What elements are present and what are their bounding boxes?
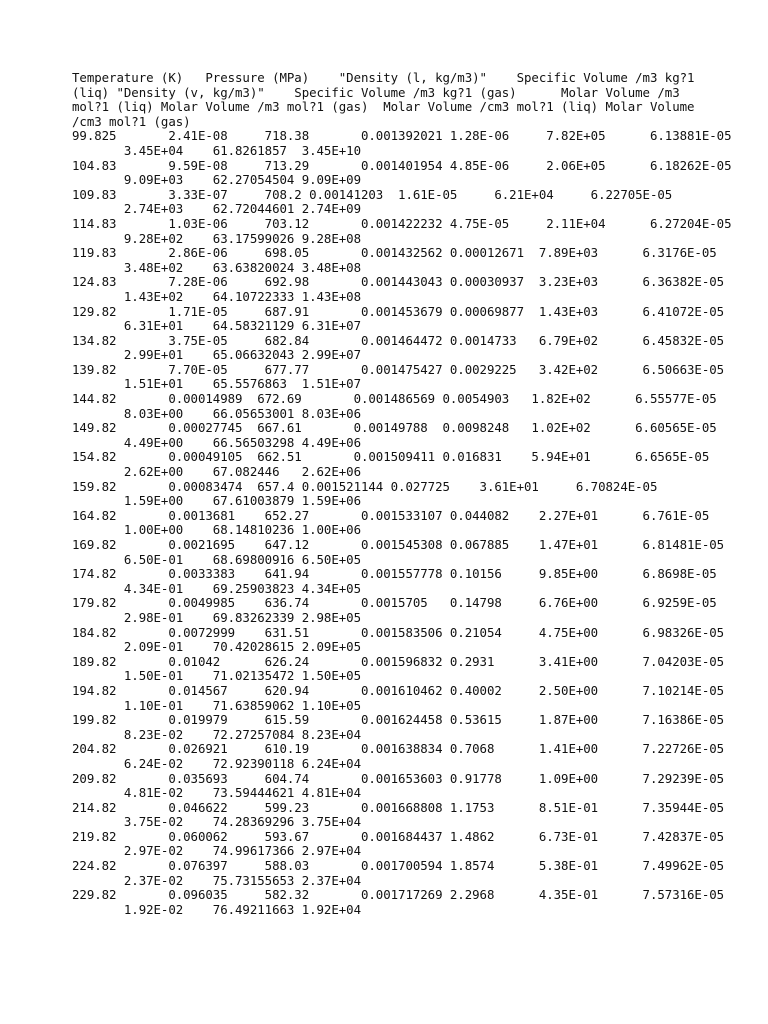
text-line: 214.82 0.046622 599.23 0.001668808 1.1753 8.51E-01 7.35944E-05 <box>72 799 725 815</box>
text-line: 144.82 0.00014989 672.69 0.001486569 0.0054903 1.82E+02 6.55577E-05 <box>72 391 717 407</box>
text-line: 2.62E+00 67.082446 2.62E+06 <box>72 464 361 480</box>
text-line: 3.75E-02 74.28369296 3.75E+04 <box>72 814 361 830</box>
text-line: 2.98E-01 69.83262339 2.98E+05 <box>72 609 361 625</box>
text-line: 119.83 2.86E-06 698.05 0.001432562 0.00012671 7.89E+03 6.3176E-05 <box>72 245 717 261</box>
text-line: 174.82 0.0033383 641.94 0.001557778 0.10156 9.85E+00 6.8698E-05 <box>72 566 717 582</box>
text-line: 149.82 0.00027745 667.61 0.00149788 0.0098248 1.02E+02 6.60565E-05 <box>72 420 717 436</box>
text-line: 6.31E+01 64.58321129 6.31E+07 <box>72 318 361 334</box>
text-line: 229.82 0.096035 582.32 0.001717269 2.2968 4.35E-01 7.57316E-05 <box>72 887 725 903</box>
text-line: 1.00E+00 68.14810236 1.00E+06 <box>72 522 361 538</box>
text-line: 4.49E+00 66.56503298 4.49E+06 <box>72 434 361 450</box>
text-line: 169.82 0.0021695 647.12 0.001545308 0.067885 1.47E+01 6.81481E-05 <box>72 537 725 552</box>
text-line: 2.09E-01 70.42028615 2.09E+05 <box>72 639 361 655</box>
text-line: 164.82 0.0013681 652.27 0.001533107 0.044082 2.27E+01 6.761E-05 <box>72 507 710 523</box>
text-line: 6.24E-02 72.92390118 6.24E+04 <box>72 755 361 771</box>
text-line: 199.82 0.019979 615.59 0.001624458 0.53615 1.87E+00 7.16386E-05 <box>72 712 725 728</box>
text-line: 99.825 2.41E-08 718.38 0.001392021 1.28E-06 7.82E+05 6.13881E-05 <box>72 128 732 144</box>
text-line: 179.82 0.0049985 636.74 0.0015705 0.14798 6.76E+00 6.9259E-05 <box>72 595 717 611</box>
text-line: 6.50E-01 68.69800916 6.50E+05 <box>72 551 361 567</box>
data-text-block <box>72 71 731 917</box>
text-line: 9.09E+03 62.27054504 9.09E+09 <box>72 172 361 188</box>
text-line: mol?1 (liq) Molar Volume /m3 mol?1 (gas) Molar Volume /cm3 mol?1 (liq) Molar Volume <box>72 99 695 115</box>
text-line: 1.50E-01 71.02135472 1.50E+05 <box>72 668 361 684</box>
text-line: /cm3 mol?1 (gas) <box>72 113 191 129</box>
text-line: 219.82 0.060062 593.67 0.001684437 1.4862 6.73E-01 7.42837E-05 <box>72 828 725 844</box>
text-line: 134.82 3.75E-05 682.84 0.001464472 0.0014733 6.79E+02 6.45832E-05 <box>72 332 725 348</box>
text-line: 8.03E+00 66.05653001 8.03E+06 <box>72 405 361 421</box>
text-line: 2.97E-02 74.99617366 2.97E+04 <box>72 843 361 859</box>
text-line: 109.83 3.33E-07 708.2 0.00141203 1.61E-05 6.21E+04 6.22705E-05 <box>72 186 673 202</box>
text-line: (liq) "Density (v, kg/m3)" Specific Volume /m3 kg?1 (gas) Molar Volume /m3 <box>72 84 680 100</box>
text-line: 159.82 0.00083474 657.4 0.001521144 0.027725 3.61E+01 6.70824E-05 <box>72 478 658 494</box>
text-line: 124.83 7.28E-06 692.98 0.001443043 0.00030937 3.23E+03 6.36382E-05 <box>72 274 725 290</box>
text-line: 1.92E-02 76.49211663 1.92E+04 <box>72 901 361 917</box>
text-line: Temperature (K) Pressure (MPa) "Density (l, kg/m3)" Specific Volume /m3 kg?1 <box>72 70 695 85</box>
text-line: 1.10E-01 71.63859062 1.10E+05 <box>72 697 361 713</box>
text-line: 114.83 1.03E-06 703.12 0.001422232 4.75E-05 2.11E+04 6.27204E-05 <box>72 215 732 231</box>
text-line: 209.82 0.035693 604.74 0.001653603 0.91778 1.09E+00 7.29239E-05 <box>72 770 725 786</box>
text-line: 1.51E+01 65.5576863 1.51E+07 <box>72 376 361 392</box>
text-line: 129.82 1.71E-05 687.91 0.001453679 0.00069877 1.43E+03 6.41072E-05 <box>72 303 725 319</box>
text-line: 3.48E+02 63.63820024 3.48E+08 <box>72 259 361 275</box>
text-line: 189.82 0.01042 626.24 0.001596832 0.2931 3.41E+00 7.04203E-05 <box>72 653 725 669</box>
text-line: 224.82 0.076397 588.03 0.001700594 1.8574 5.38E-01 7.49962E-05 <box>72 858 725 874</box>
text-line: 8.23E-02 72.27257084 8.23E+04 <box>72 726 361 742</box>
text-line: 154.82 0.00049105 662.51 0.001509411 0.016831 5.94E+01 6.6565E-05 <box>72 449 710 465</box>
text-line: 194.82 0.014567 620.94 0.001610462 0.40002 2.50E+00 7.10214E-05 <box>72 682 725 698</box>
text-line: 184.82 0.0072999 631.51 0.001583506 0.21054 4.75E+00 6.98326E-05 <box>72 624 725 640</box>
text-line: 2.74E+03 62.72044601 2.74E+09 <box>72 201 361 217</box>
text-line: 1.43E+02 64.10722333 1.43E+08 <box>72 288 361 304</box>
text-line: 2.37E-02 75.73155653 2.37E+04 <box>72 872 361 888</box>
text-line: 2.99E+01 65.06632043 2.99E+07 <box>72 347 361 363</box>
text-line: 9.28E+02 63.17599026 9.28E+08 <box>72 230 361 246</box>
text-line: 139.82 7.70E-05 677.77 0.001475427 0.0029225 3.42E+02 6.50663E-05 <box>72 361 725 377</box>
text-line: 1.59E+00 67.61003879 1.59E+06 <box>72 493 361 509</box>
text-line: 4.81E-02 73.59444621 4.81E+04 <box>72 785 361 801</box>
text-line: 4.34E-01 69.25903823 4.34E+05 <box>72 580 361 596</box>
text-line: 204.82 0.026921 610.19 0.001638834 0.7068 1.41E+00 7.22726E-05 <box>72 741 725 757</box>
text-line: 3.45E+04 61.8261857 3.45E+10 <box>72 142 361 158</box>
text-line: 104.83 9.59E-08 713.29 0.001401954 4.85E-06 2.06E+05 6.18262E-05 <box>72 157 732 173</box>
